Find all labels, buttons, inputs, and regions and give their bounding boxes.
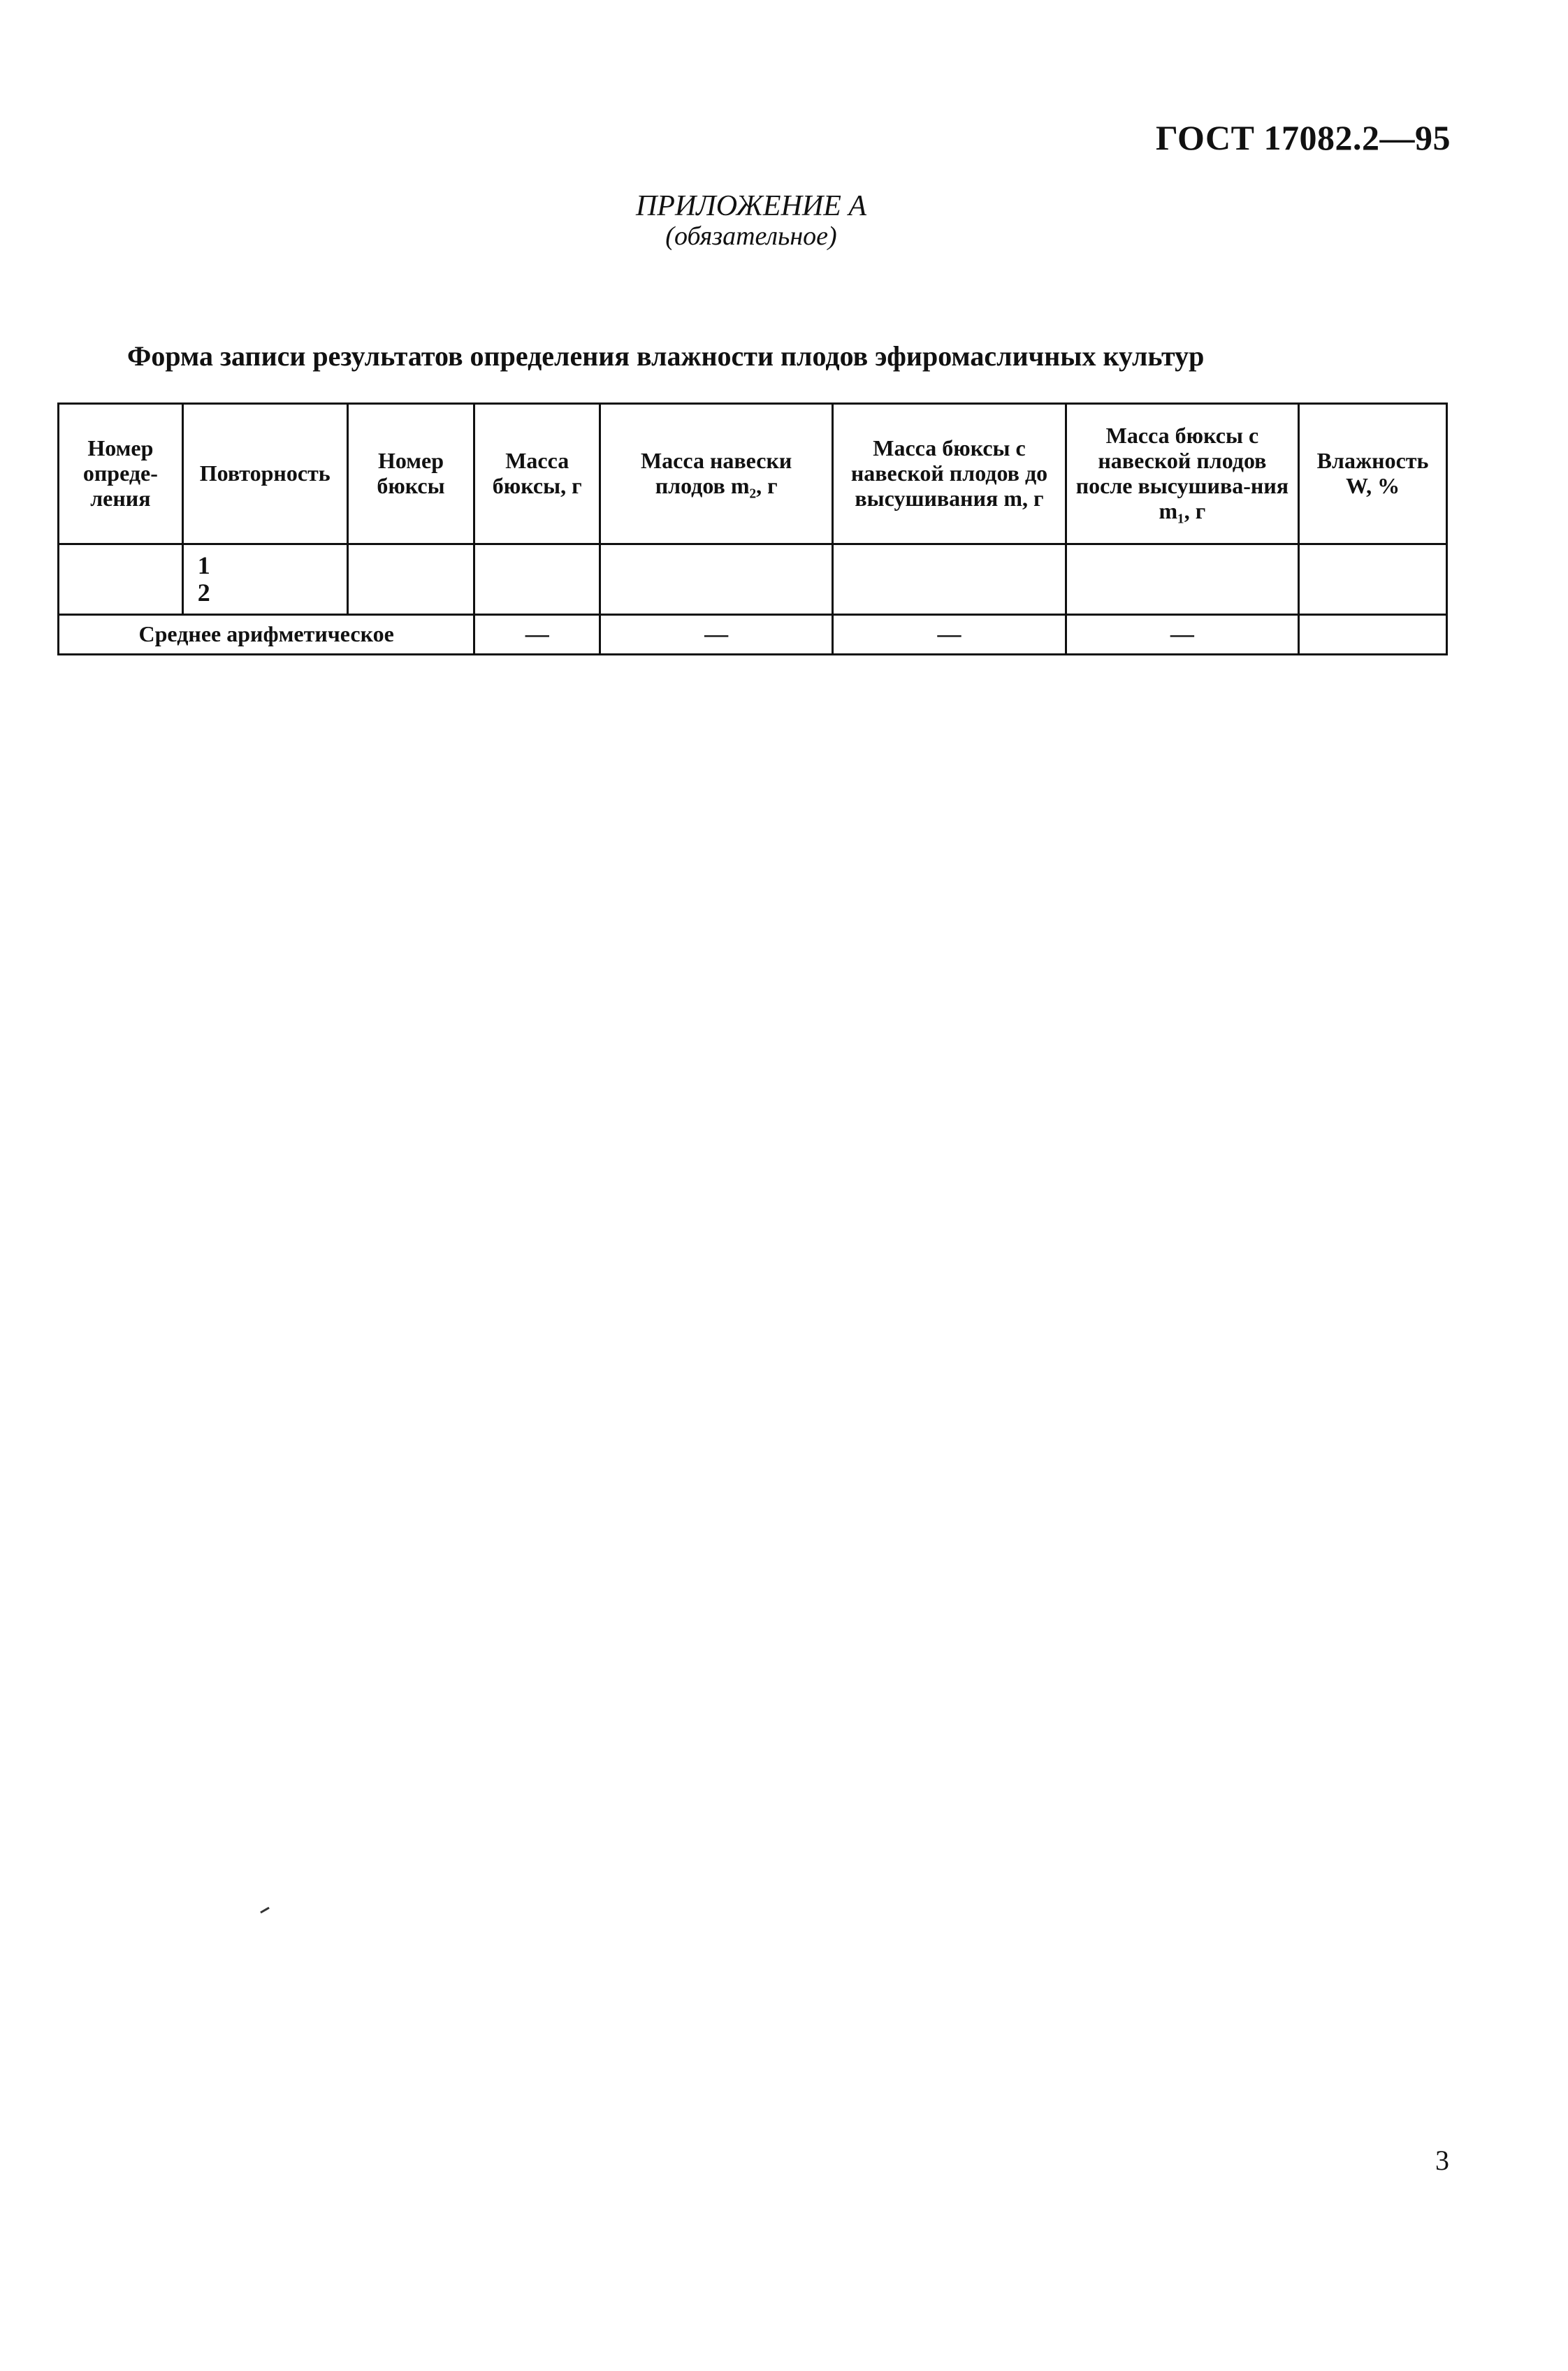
repeat-1: 1: [197, 551, 210, 580]
average-row: [59, 615, 1447, 655]
col-header-box-mass: Масса бюксы, г: [474, 404, 600, 544]
col-header-repeat: Повторность: [182, 404, 347, 544]
cell-mass-after-drying: [1066, 544, 1298, 615]
cell-sample-mass: [600, 544, 833, 615]
cell-moisture: [1299, 544, 1447, 615]
page-number: 3: [1435, 2145, 1449, 2176]
document-code: ГОСТ 17082.2—95: [1155, 118, 1451, 157]
appendix-title: ПРИЛОЖЕНИЕ А: [635, 190, 867, 222]
repeat-2: 2: [197, 579, 210, 607]
cell-mass-before-drying: [833, 544, 1066, 615]
cell-box-mass: [474, 544, 600, 615]
results-table: [57, 403, 1448, 655]
average-label: Среднее арифметическое: [59, 615, 474, 655]
dash-mass-before-drying: —: [833, 615, 1066, 655]
cell-determination-number: [59, 544, 183, 615]
appendix-note: (обязательное): [665, 222, 837, 252]
col-header-moisture: Влажность W, %: [1299, 404, 1447, 544]
scan-mark: [260, 1907, 270, 1914]
dash-box-mass: —: [474, 615, 600, 655]
dash-mass-after-drying: —: [1066, 615, 1298, 655]
table-row: [59, 544, 1447, 615]
col-header-determination-number: Номер опреде-ления: [59, 404, 183, 544]
cell-average-moisture: [1299, 615, 1447, 655]
col-header-sample-mass: Масса навески плодов m₂, г: [600, 404, 833, 544]
form-title: Форма записи результатов определения влажности плодов эфиромасличных культур: [127, 340, 1205, 372]
cell-box-number: [347, 544, 474, 615]
dash-sample-mass: —: [600, 615, 833, 655]
appendix-heading: [0, 190, 1502, 252]
col-header-mass-after-drying: Масса бюксы с навеской плодов после высушива-ния m₁, г: [1066, 404, 1298, 544]
col-header-mass-before-drying: Масса бюксы с навеской плодов до высушивания m, г: [833, 404, 1066, 544]
header-row: [59, 404, 1447, 544]
cell-repeat: [182, 544, 347, 615]
col-header-box-number: Номер бюксы: [347, 404, 474, 544]
